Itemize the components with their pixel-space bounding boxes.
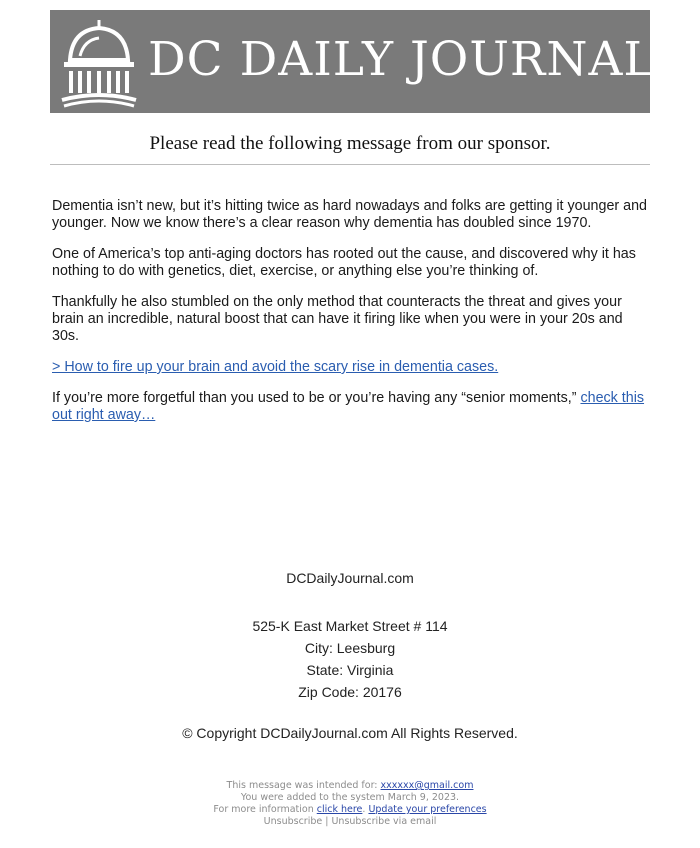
recipient-email-link[interactable]: xxxxxx@gmail.com <box>380 780 474 791</box>
footer-city: City: Leesburg <box>304 640 396 656</box>
unsubscribe-link[interactable]: Unsubscribe <box>263 816 323 827</box>
capitol-dome-icon <box>58 16 140 108</box>
cta-paragraph <box>52 359 648 376</box>
unsubscribe-line <box>0 816 700 828</box>
added-line: You were added to the system March 9, 2023. <box>240 792 460 803</box>
header-banner <box>50 10 656 113</box>
footer-street: 525-K East Market Street # 114 <box>252 618 448 634</box>
footer-copyright: © Copyright DCDailyJournal.com All Rights Reserved. <box>182 725 518 741</box>
footer-zip: Zip Code: 20176 <box>298 684 402 700</box>
unsubscribe-email-link[interactable]: Unsubscribe via email <box>331 816 437 827</box>
period-separator: . <box>362 804 369 815</box>
footer-address <box>0 615 700 703</box>
article-paragraph-5 <box>52 390 648 424</box>
intended-label: This message was intended for: <box>226 780 381 791</box>
brand-title: DC DAILY JOURNAL <box>148 32 656 87</box>
article-body <box>50 198 650 424</box>
fine-print <box>0 780 700 828</box>
update-preferences-link[interactable]: Update your preferences <box>368 804 487 815</box>
article-paragraph-3: Thankfully he also stumbled on the only method that counteracts the threat and gives your brain an incredible, natural boost that can have it firing like when you were in your 20s and 30s. <box>52 294 623 344</box>
article-paragraph-2: One of America’s top anti-aging doctors has rooted out the cause, and discovered why it has nothing to do with genetics, diet, exercise, or anything else you’re thinking of. <box>52 246 636 279</box>
sponsor-notice: Please read the following message from our sponsor. <box>50 133 650 165</box>
footer <box>0 570 700 741</box>
check-this-out-link[interactable]: check this out right away… <box>52 390 645 423</box>
click-here-link[interactable]: click here <box>316 804 363 815</box>
separator: | <box>322 816 332 827</box>
intended-line <box>0 780 700 792</box>
cta-link[interactable]: > How to fire up your brain and avoid the scary rise in dementia cases. <box>52 359 499 375</box>
paragraph-5-text: If you’re more forgetful than you used to be or you’re having any “senior moments,” <box>52 390 581 406</box>
more-info-line <box>0 804 700 816</box>
more-info-label: For more information <box>213 804 317 815</box>
email-container <box>50 10 656 438</box>
footer-state: State: Virginia <box>306 662 394 678</box>
footer-site-name: DCDailyJournal.com <box>286 570 414 586</box>
article-paragraph-1: Dementia isn’t new, but it’s hitting twice as hard nowadays and folks are getting it younger and younger. Now we know there’s a clear reason why dementia has doubled since 1970. <box>52 198 647 231</box>
